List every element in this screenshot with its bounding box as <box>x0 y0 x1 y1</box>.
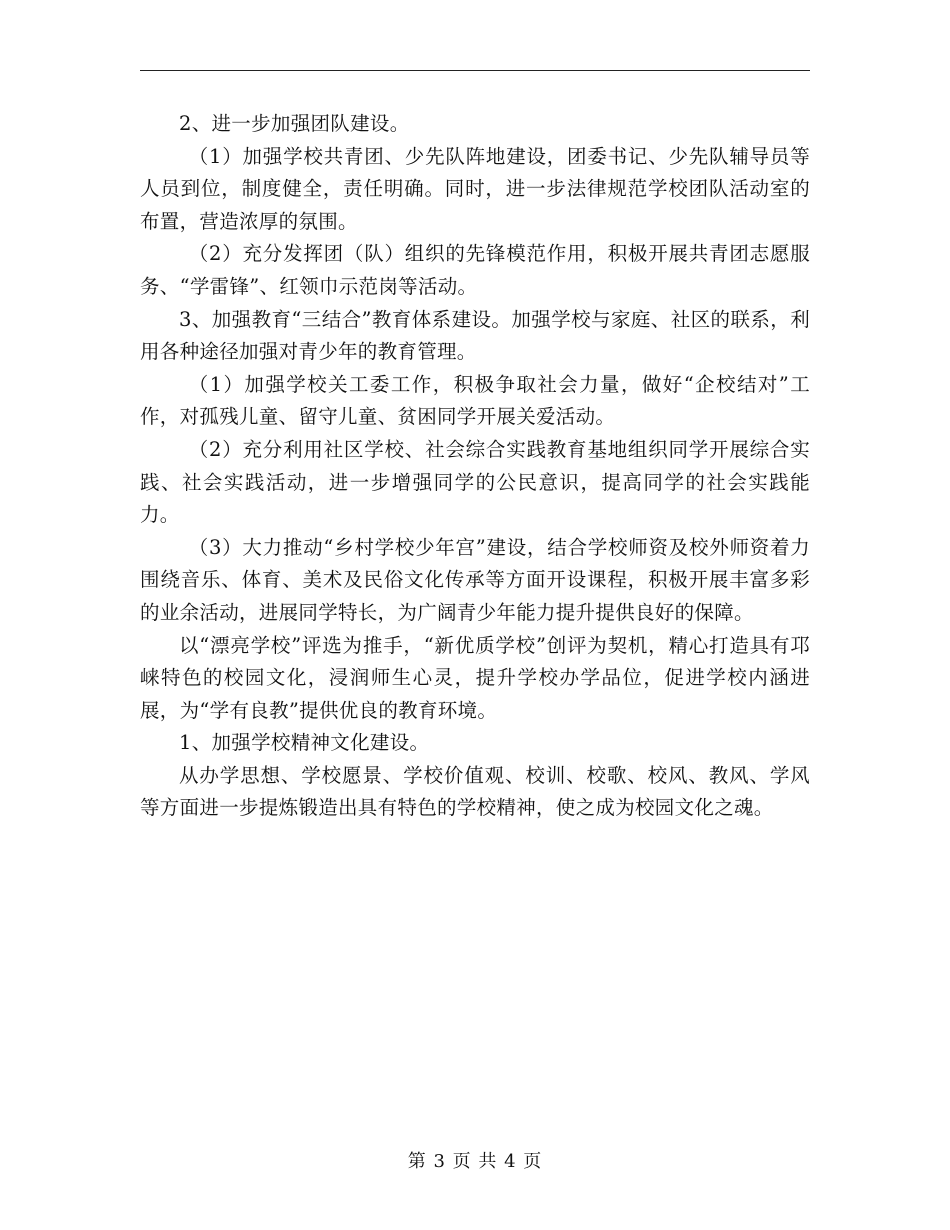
paragraph-team-building-heading: 2、进一步加强团队建设。 <box>179 112 410 135</box>
header-rule <box>140 70 810 71</box>
paragraph-three-combination-heading: 3、加强教育“三结合”教育体系建设。加强学校与家庭、社区的联系，利用各种途径加强对青少年的教育管理。 <box>140 307 810 364</box>
paragraph-three-combination-2: （2）充分利用社区学校、社会综合实践教育基地组织同学开展综合实践、社会实践活动，进一步增强同学的公民意识，提高同学的社会实践能力。 <box>140 437 810 527</box>
paragraph-team-building-1: （1）加强学校共青团、少先队阵地建设，团委书记、少先队辅导员等人员到位，制度健全，责任明确。同时，进一步法律规范学校团队活动室的布置，营造浓厚的氛围。 <box>140 144 810 233</box>
page-footer: 第 3 页 共 4 页 <box>407 1151 543 1172</box>
paragraph-team-building-2: （2）充分发挥团（队）组织的先锋模范作用，积极开展共青团志愿服务、“学雷锋”、红领巾示范岗等活动。 <box>140 242 810 298</box>
paragraph-spirit-culture-heading: 1、加强学校精神文化建设。 <box>179 731 430 755</box>
paragraph-three-combination-1: （1）加强学校关工委工作，积极争取社会力量，做好“企校结对”工作，对孤残儿童、留守儿童、贫困同学开展关爱活动。 <box>140 372 810 429</box>
body-text <box>140 108 810 825</box>
paragraph-three-combination-3: （3）大力推动“乡村学校少年宫”建设，结合学校师资及校外师资着力围绕音乐、体育、美术及民俗文化传承等方面开设课程，积极开展丰富多彩的业余活动，进展同学特长，为广阔青少年能力提升提供良好的保障。 <box>140 535 810 624</box>
paragraph-campus-culture-intro: 以“漂亮学校”评选为推手，“新优质学校”创评为契机，精心打造具有邛崃特色的校园文化，浸润师生心灵，提升学校办学品位，促进学校内涵进展，为“学有良教”提供优良的教育环境。 <box>140 633 810 722</box>
paragraph-spirit-culture-body: 从办学思想、学校愿景、学校价值观、校训、校歌、校风、教风、学风等方面进一步提炼锻造出具有特色的学校精神，使之成为校园文化之魂。 <box>140 763 810 820</box>
